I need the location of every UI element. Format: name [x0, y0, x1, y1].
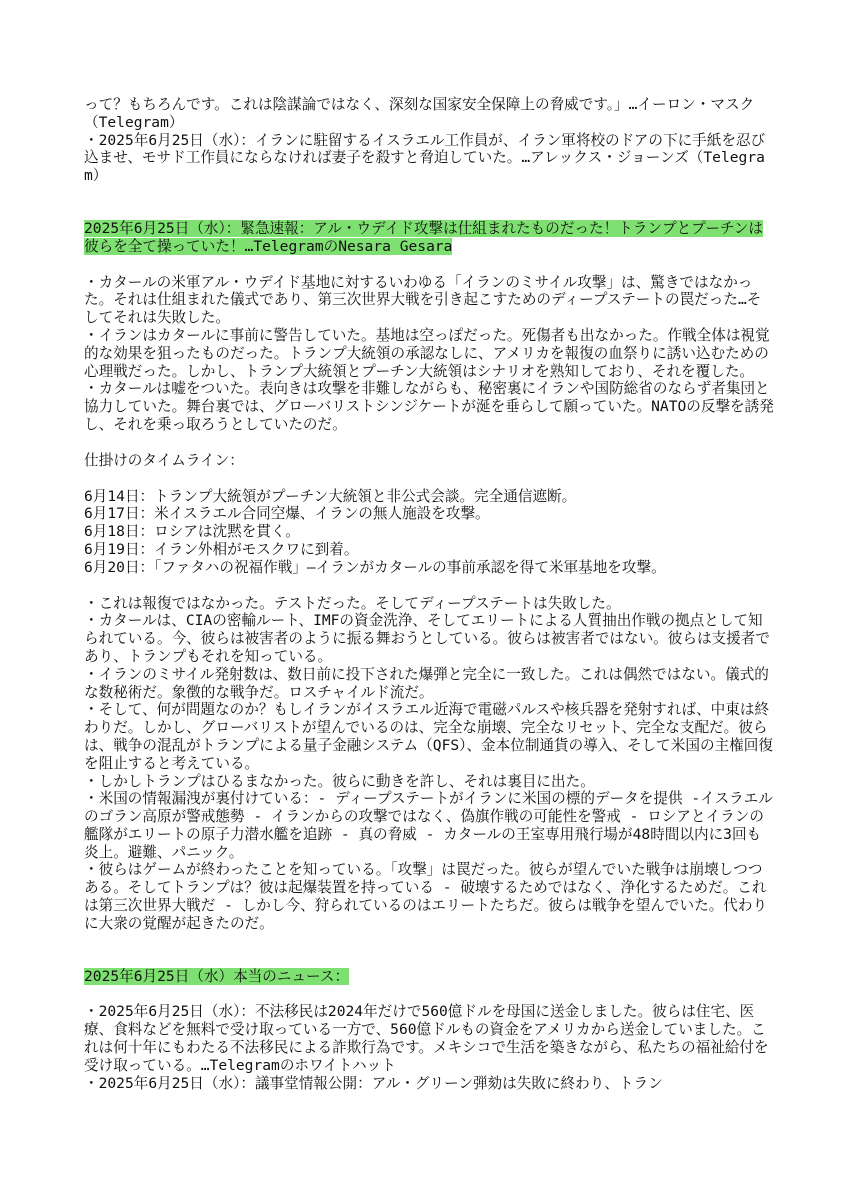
highlighted-heading-text: 2025年6月25日（水）：緊急速報：アル・ウデイド攻撃は仕組まれたものだった！トランプとプーチンは彼らを全て操っていた！…TelegramのNesara Gesara [84, 219, 763, 255]
body-paragraph: ・これは報復ではなかった。テストだった。そしてディープステートは失敗した。 [84, 594, 621, 612]
body-paragraph: ・イランはカタールに事前に警告していた。基地は空っぽだった。死傷者も出なかった。作戦全体は視覚的な効果を狙ったものだった。トランプ大統領の承認なしに、アメリカを報復の血祭りに誘い込むための心理戦だった。しかし、トランプ大統領とプーチン大統領はシナリオを熟知しており、それを覆した。 [84, 326, 770, 380]
timeline-item: 6月17日：米イスラエル合同空爆、イランの無人施設を攻撃。 [84, 505, 490, 523]
body-paragraph: ・カタールの米軍アル・ウデイド基地に対するいわゆる「イランのミサイル攻撃」は、驚きではなかった。それは仕組まれた儀式であり、第三次世界大戦を引き起こすためのディープステートの罠だった…そしてそれは失敗した。 [84, 273, 762, 327]
intro-block [84, 96, 774, 185]
body-paragraph: ・米国の情報漏洩が裏付けている：- ディープステートがイランに米国の標的データを提供 -イスラエルのゴラン高原が警戒態勢 - イランからの攻撃ではなく、偽旗作戦の可能性を警戒 - ロシアとイランの艦隊がエリートの原子力潜水艦を追跡 - 真の脅威 - カタールの王室専用飛行場が48時間以内に3回も炎上。避難、パニック。 [84, 790, 773, 861]
body-paragraph: ・そして、何が問題なのか？もしイランがイスラエル近海で電磁パルスや核兵器を発射すれば、中東は終わりだ。しかし、グローバリストが望んでいるのは、完全な崩壊、完全なリセット、完全な支配だ。彼らは、戦争の混乱がトランプによる量子金融システム（QFS）、金本位制通貨の導入、そして米国の主権回復を阻止すると考えている。 [84, 701, 773, 772]
timeline-list [84, 488, 774, 577]
timeline-item: 6月18日：ロシアは沈黙を貫く。 [84, 523, 300, 541]
section-heading [84, 968, 774, 986]
timeline-item: 6月14日：トランプ大統領がプーチン大統領と非公式会談。完全通信遮断。 [84, 487, 577, 505]
section-breaking-news [84, 220, 774, 933]
body-paragraph: ・カタールは、CIAの密輸ルート、IMFの資金洗浄、そしてエリートによる人質抽出作戦の拠点として知られている。今、彼らは被害者のように振る舞おうとしている。彼らは被害者ではない。彼らは支援者であり、トランプもそれを知っている。 [84, 612, 770, 665]
body-paragraph: ・カタールは嘘をついた。表向きは攻撃を非難しながらも、秘密裏にイランや国防総省のならず者集団と協力していた。舞台裏では、グローバリストシンジケートが涎を垂らして願っていた。NATOの反撃を誘発し、それを乗っ取ろうとしていたのだ。 [84, 380, 774, 433]
timeline-item: 6月19日：イラン外相がモスクワに到着。 [84, 540, 359, 558]
section-real-news [84, 968, 774, 1093]
section-heading [84, 220, 774, 256]
highlighted-heading-text: 2025年6月25日（水）本当のニュース： [84, 967, 350, 985]
body-paragraph: ・2025年6月25日（水）：不法移民は2024年だけで560億ドルを母国に送金しました。彼らは住宅、医療、食料などを無料で受け取っている一方で、560億ドルもの資金をアメリカから送金していました。これは何十年にもわたる不法移民による詐欺行為です。メキシコで生活を築きながら、私たちの福祉給付を受け取っている。…Telegramのホワイトハット [84, 1003, 769, 1074]
body-paragraph: ・2025年6月25日（水）：議事堂情報公開：アル・グリーン弾劾は失敗に終わり、トラン [84, 1074, 663, 1092]
timeline-item: 6月20日：「ファタハの祝福作戦」―イランがカタールの事前承認を得て米軍基地を攻撃。 [84, 558, 666, 576]
document-page [84, 96, 774, 1092]
intro-paragraph: って？もちろんです。これは陰謀論ではなく、深刻な国家安全保障上の脅威です。」…イーロン・マスク（Telegram） [84, 96, 755, 131]
timeline-title: 仕掛けのタイムライン： [84, 451, 244, 469]
intro-paragraph: ・2025年6月25日（水）：イランに駐留するイスラエル工作員が、イラン軍将校のドアの下に手紙を忍び込ませ、モサド工作員にならなければ妻子を殺すと脅迫していた。…アレックス・ジョーンズ（Telegram） [84, 131, 766, 185]
body-paragraph: ・しかしトランプはひるまなかった。彼らに動きを許し、それは裏目に出た。 [84, 772, 595, 790]
body-paragraph: ・彼らはゲームが終わったことを知っている。「攻撃」は罠だった。彼らが望んでいた戦争は崩壊しつつある。そしてトランプは？彼は起爆装置を持っている - 破壊するためではなく、浄化するためだ。これは第三次世界大戦だ - しかし今、狩られているのはエリートたちだ。彼らは戦争を望んでいた。代わりに大衆の覚醒が起きたのだ。 [84, 861, 768, 932]
body-paragraph: ・イランのミサイル発射数は、数日前に投下された爆弾と完全に一致した。これは偶然ではない。儀式的な数秘術だ。象徴的な戦争だ。ロスチャイルド流だ。 [84, 665, 769, 701]
